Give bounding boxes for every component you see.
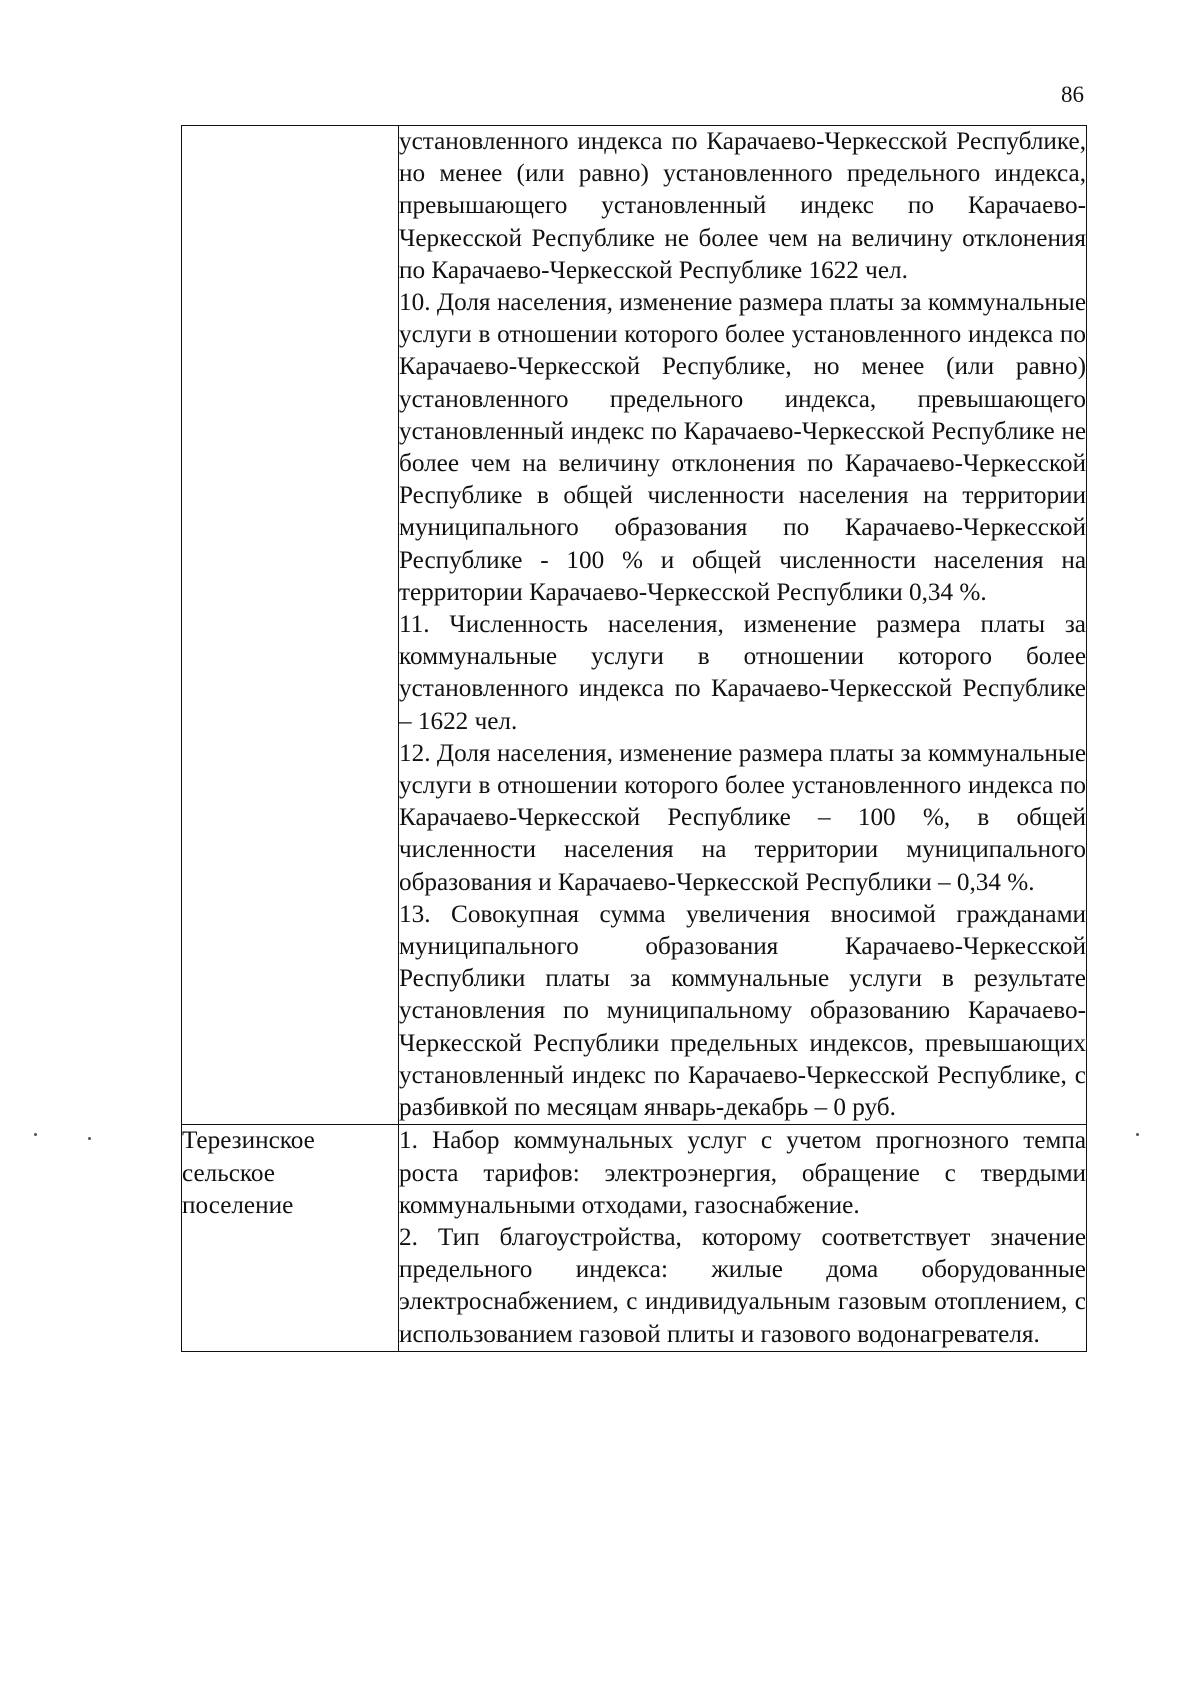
indicator-paragraph: 12. Доля населения, изменение размера платы за коммунальные услуги в отношении которого более установленного индекса по Карачаево-Черкесской Республике – 100 %, в общей численности населения на территории муниципального образования и Карачаево-Черкесской Республики – 0,34 %. (399, 739, 1086, 896)
indicator-paragraph: установленного индекса по Карачаево-Черкесской Республике, но менее (или равно) установленного предельного индекса, превышающего установленный индекс по Карачаево-Черкесской Республике не более чем на величину отклонения по Карачаево-Черкесской Республике 1622 чел. (399, 128, 1086, 284)
settlement-name-line: поселение (182, 1191, 294, 1219)
document-table (181, 125, 1087, 1352)
indicator-cell (399, 126, 1087, 1125)
indicator-paragraph: 2. Тип благоустройства, которому соответствует значение предельного индекса: жилые дома оборудованные электроснабжением, с индивидуальным газовым отоплением, с использованием газовой плиты и газового водонагревателя. (399, 1223, 1086, 1348)
table-row (182, 1125, 1087, 1351)
settlement-cell (182, 126, 399, 1125)
settlement-name-line: Терезинское (182, 1127, 315, 1155)
table-row (182, 126, 1087, 1125)
indicator-paragraph: 10. Доля населения, изменение размера платы за коммунальные услуги в отношении которого более установленного индекса по Карачаево-Черкесской Республике, но менее (или равно) установленного предельного индекса, превышающего установленный индекс по Карачаево-Черкесской Республике не более чем на величину отклонения по Карачаево-Черкесской Республике в общей численности населения на территории муниципального образования по Карачаево-Черкесской Республике - 100 % и общей численности населения на территории Карачаево-Черкесской Республики 0,34 %. (399, 289, 1086, 606)
settlement-cell (182, 1125, 399, 1351)
scan-speck (1136, 1133, 1139, 1136)
scan-speck (88, 1137, 91, 1140)
indicator-paragraph: 1. Набор коммунальных услуг с учетом прогнозного темпа роста тарифов: электроэнергия, обращение с твердыми коммунальными отходами, газоснабжение. (399, 1127, 1086, 1219)
indicator-paragraph: 13. Совокупная сумма увеличения вносимой гражданами муниципального образования Карачаево-Черкесской Республики платы за коммунальные услуги в результате установления по муниципальному образованию Карачаево-Черкесской Республики предельных индексов, превышающих установленный индекс по Карачаево-Черкесской Республике, с разбивкой по месяцам январь-декабрь – 0 руб. (399, 900, 1086, 1122)
scan-speck (34, 1133, 37, 1136)
indicator-paragraph: 11. Численность населения, изменение размера платы за коммунальные услуги в отношении которого более установленного индекса по Карачаево-Черкесской Республике – 1622 чел. (399, 611, 1086, 735)
indicator-cell (399, 1125, 1087, 1351)
page-number: 86 (1061, 82, 1084, 107)
settlement-name-line: сельское (182, 1159, 275, 1187)
